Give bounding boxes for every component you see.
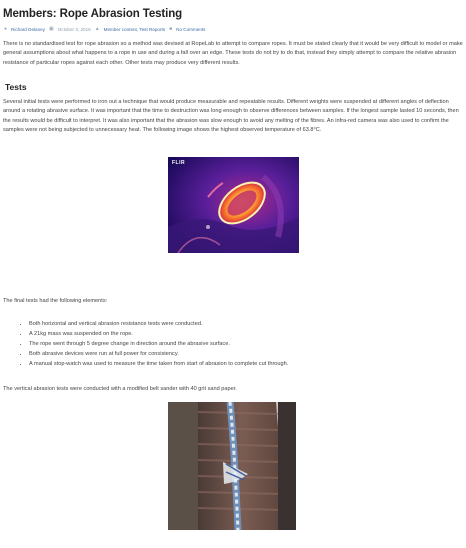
list-item: • A 21kg mass was suspended on the rope. [29,329,459,339]
user-icon: ● [4,26,8,32]
page-title: Members: Rope Abrasion Testing [3,8,183,20]
comments-link[interactable]: No Comments [176,26,206,32]
belt-sander-photo [168,402,296,530]
vertical-test-paragraph: The vertical abrasion tests were conducted with a modified belt sander with 40 grit sand paper. [3,386,237,392]
belt-sander-graphic [168,402,296,530]
elements-list [19,319,459,369]
calendar-icon: ▣ [49,26,54,32]
category-links[interactable]: Member content, Test Reports [103,26,166,32]
post-meta [4,26,205,32]
intro-paragraph: There is no standardised test for rope abrasion so a method was devised at RopeLab to attempt to compare ropes. It must be stated clearly that it would be very difficult to model or make general assumptions about what happens to a rope in use and during a fall over an edge. These tests do not try to do that, instead they simply attempt to compare the relative abrasion resistance of particular ropes against each other. Other tests may produce very different results. [3,41,463,66]
tests-heading: Tests [5,82,27,92]
list-item: • Both horizontal and vertical abrasion resistance tests were conducted. [29,319,459,329]
thermal-image-graphic [168,157,299,253]
flir-watermark: FLIR [172,160,186,166]
list-item: • A manual stop-watch was used to measure the time taken from start of abrasion to complete cut through. [29,359,459,369]
folder-icon: ▲ [94,26,100,32]
author-link[interactable]: Richard Delaney [11,26,45,32]
final-intro: The final tests had the following elements: [3,298,108,304]
comment-icon: ■ [169,26,173,32]
thermal-image [168,157,299,253]
post-date: October 3, 2016 [57,26,91,32]
list-item: • Both abrasive devices were run at full power for consistency. [29,349,459,359]
list-item: • The rope went through 5 degree change in direction around the abrasive surface. [29,339,459,349]
tests-paragraph: Several initial tests were performed to iron out a technique that would produce measurable and repeatable results. Different weights were suspended at different angles of deflection around a rotating abrasive surface. It was important that the time to destruction was long enough to observe differences between samples. If the longest sample lasted 10 seconds, then the results would be difficult to interpret. It was also important that the abrasion was slow enough to avoid any melting of the fibres. An infra-red camera was also used to confirm the samples were not being subjected to unnecessary heat. The following image shows the highest observed temperature of 63.8°C. [3,99,459,134]
